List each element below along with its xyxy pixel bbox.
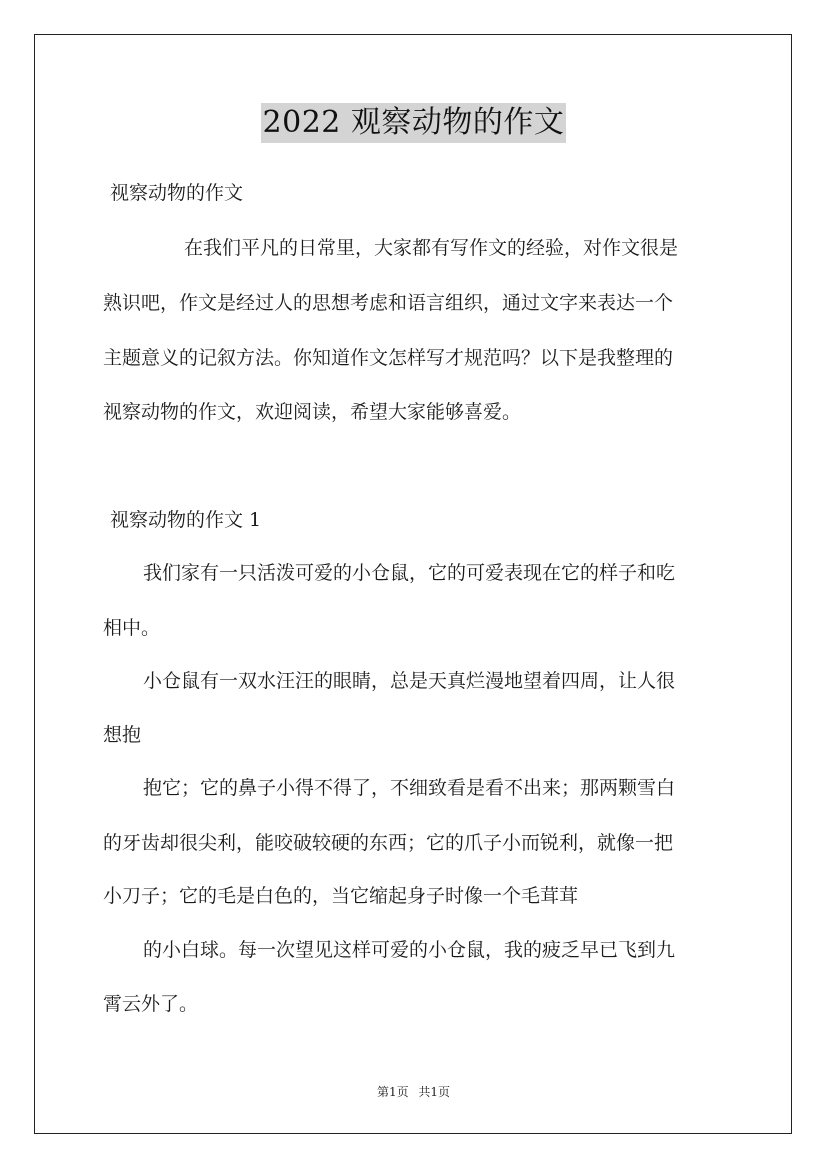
body-line-1: 我们家有一只活泼可爱的小仓鼠，它的可爱表现在它的样子和吃 [143,562,676,584]
body-line-5: 抱它；它的鼻子小得不得了，不细致看是看不出来；那两颗雪白 [143,777,676,799]
body-line-9: 霄云外了。 [103,993,199,1015]
body-line-8: 的小白球。每一次望见这样可爱的小仓鼠，我的疲乏早已飞到九 [143,939,676,961]
document-subtitle: 视察动物的作文 [110,182,244,204]
intro-line-3: 主题意义的记叙方法。你知道作文怎样写才规范吗？以下是我整理的 [103,347,674,369]
intro-line-2: 熟识吧，作文是经过人的思想考虑和语言组织，通过文字来表达一个 [103,292,674,314]
page-number: 第1页 [376,1085,409,1099]
intro-line-1: 在我们平凡的日常里，大家都有写作文的经验，对作文很是 [184,237,679,259]
body-line-7: 小刀子；它的毛是白色的，当它缩起身子时像一个毛茸茸 [103,885,579,907]
section-heading: 视察动物的作文 1 [110,509,262,531]
body-line-6: 的牙齿却很尖利，能咬破较硬的东西；它的爪子小而锐利，就像一把 [103,832,674,854]
body-line-2: 相中。 [103,617,161,639]
body-line-3: 小仓鼠有一双水汪汪的眼睛，总是天真烂漫地望着四周，让人很 [143,670,676,692]
page-footer [0,1083,827,1100]
page-total: 共1页 [418,1085,451,1099]
document-title: 2022 观察动物的作文 [261,103,567,143]
body-line-4: 想抱 [103,724,142,746]
title-container [0,103,827,143]
intro-line-4: 视察动物的作文，欢迎阅读，希望大家能够喜爱。 [103,401,522,423]
